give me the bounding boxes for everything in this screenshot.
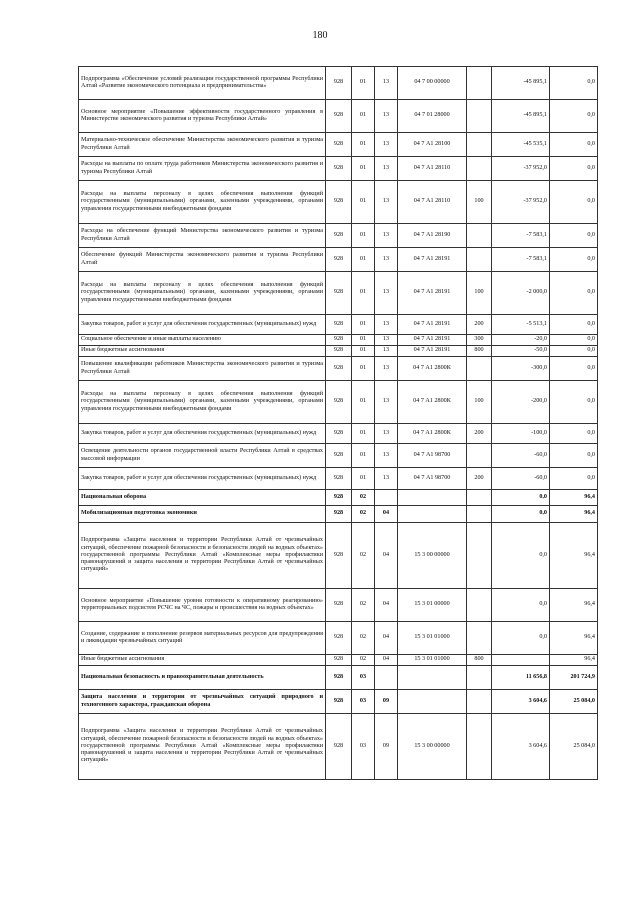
row-code-cell: 928 — [326, 490, 352, 506]
row-sum-second-cell: 96,4 — [550, 523, 598, 589]
row-code-cell: 928 — [326, 100, 352, 133]
table-row — [79, 506, 598, 523]
row-sum-second-cell: 0,0 — [550, 424, 598, 444]
row-section-cell: 01 — [352, 424, 375, 444]
row-code-cell: 928 — [326, 444, 352, 468]
row-sum-first-cell: -37 952,0 — [492, 157, 550, 181]
row-subsection-cell: 13 — [375, 100, 398, 133]
table-row — [79, 490, 598, 506]
row-subsection-cell: 04 — [375, 622, 398, 655]
row-sum-first-cell: -7 583,1 — [492, 224, 550, 248]
row-target-article-cell: 04 7 00 00000 — [398, 67, 467, 100]
row-subsection-cell: 13 — [375, 468, 398, 490]
row-name-cell: Национальная оборона — [79, 490, 326, 506]
row-sum-second-cell: 0,0 — [550, 224, 598, 248]
row-sum-second-cell: 0,0 — [550, 67, 598, 100]
row-sum-first-cell: -60,0 — [492, 444, 550, 468]
row-code-cell: 928 — [326, 272, 352, 315]
row-subsection-cell: 13 — [375, 224, 398, 248]
row-sum-first-cell: 3 604,6 — [492, 714, 550, 780]
row-subsection-cell: 04 — [375, 589, 398, 622]
table-row — [79, 468, 598, 490]
row-section-cell: 01 — [352, 444, 375, 468]
row-section-cell: 01 — [352, 157, 375, 181]
row-target-article-cell: 04 7 А1 2800К — [398, 381, 467, 424]
row-sum-first-cell: -5 513,1 — [492, 315, 550, 335]
row-section-cell: 01 — [352, 100, 375, 133]
row-sum-second-cell: 96,4 — [550, 589, 598, 622]
row-sum-second-cell: 0,0 — [550, 272, 598, 315]
row-code-cell: 928 — [326, 690, 352, 714]
row-subsection-cell: 04 — [375, 655, 398, 666]
table-row — [79, 133, 598, 157]
row-name-cell: Социальное обеспечение и иные выплаты населению — [79, 335, 326, 346]
table-row — [79, 357, 598, 381]
row-code-cell: 928 — [326, 315, 352, 335]
row-section-cell: 01 — [352, 346, 375, 357]
row-code-cell: 928 — [326, 506, 352, 523]
row-code-cell: 928 — [326, 666, 352, 690]
row-section-cell: 03 — [352, 714, 375, 780]
row-section-cell: 01 — [352, 224, 375, 248]
row-sum-first-cell: 11 656,8 — [492, 666, 550, 690]
row-subsection-cell: 13 — [375, 444, 398, 468]
row-name-cell: Расходы на выплаты персоналу в целях обеспечения выполнения функций государственными (муниципальными) органами, казенными учреждениями, органами управления государственными внебюджетными фондами — [79, 272, 326, 315]
table-row — [79, 622, 598, 655]
row-section-cell: 02 — [352, 622, 375, 655]
row-name-cell: Материально-техническое обеспечение Министерства экономического развития и туризма Республики Алтай — [79, 133, 326, 157]
row-sum-first-cell: 0,0 — [492, 523, 550, 589]
row-expense-type-cell — [467, 444, 492, 468]
row-code-cell: 928 — [326, 335, 352, 346]
page-number: 180 — [312, 30, 328, 41]
row-target-article-cell: 04 7 А1 28110 — [398, 157, 467, 181]
row-code-cell: 928 — [326, 248, 352, 272]
row-sum-first-cell: -45 535,1 — [492, 133, 550, 157]
row-section-cell: 02 — [352, 589, 375, 622]
row-name-cell: Освещение деятельности органов государственной власти Республики Алтай в средствах массовой информации — [79, 444, 326, 468]
row-expense-type-cell: 300 — [467, 335, 492, 346]
table-row — [79, 272, 598, 315]
row-name-cell: Подпрограмма «Защита населения и территории Республики Алтай от чрезвычайных ситуаций, обеспечение пожарной безопасности и безопасности людей на водных объектах» государственной программы Республики Алтай «Комплексные меры профилактики правонарушений и защита населения и территории Республики Алтай от чрезвычайных ситуаций» — [79, 714, 326, 780]
row-subsection-cell: 13 — [375, 346, 398, 357]
row-name-cell: Основное мероприятие «Повышение эффективности государственного управления в Министерстве экономического развития и туризма Республики Алтай» — [79, 100, 326, 133]
table-row — [79, 666, 598, 690]
row-expense-type-cell — [467, 100, 492, 133]
row-code-cell: 928 — [326, 523, 352, 589]
row-target-article-cell: 04 7 А1 28191 — [398, 272, 467, 315]
row-target-article-cell — [398, 490, 467, 506]
row-code-cell: 928 — [326, 424, 352, 444]
row-subsection-cell: 13 — [375, 67, 398, 100]
table-row — [79, 181, 598, 224]
row-expense-type-cell: 200 — [467, 315, 492, 335]
table-row — [79, 424, 598, 444]
row-code-cell: 928 — [326, 157, 352, 181]
row-target-article-cell: 04 7 А1 98700 — [398, 468, 467, 490]
row-target-article-cell: 04 7 А1 98700 — [398, 444, 467, 468]
row-code-cell: 928 — [326, 67, 352, 100]
row-subsection-cell: 13 — [375, 335, 398, 346]
row-sum-first-cell: 0,0 — [492, 506, 550, 523]
row-expense-type-cell: 200 — [467, 424, 492, 444]
row-name-cell: Национальная безопасность и правоохранительная деятельность — [79, 666, 326, 690]
row-expense-type-cell — [467, 224, 492, 248]
row-target-article-cell — [398, 666, 467, 690]
row-subsection-cell — [375, 490, 398, 506]
table-row — [79, 335, 598, 346]
row-sum-first-cell: -45 895,1 — [492, 67, 550, 100]
table-row — [79, 224, 598, 248]
row-subsection-cell: 13 — [375, 248, 398, 272]
row-expense-type-cell: 800 — [467, 346, 492, 357]
row-sum-second-cell: 25 084,0 — [550, 714, 598, 780]
row-target-article-cell: 04 7 А1 2800К — [398, 357, 467, 381]
row-name-cell: Закупка товаров, работ и услуг для обеспечения государственных (муниципальных) нужд — [79, 315, 326, 335]
table-row — [79, 157, 598, 181]
budget-table — [78, 66, 598, 780]
row-subsection-cell: 13 — [375, 181, 398, 224]
row-section-cell: 02 — [352, 490, 375, 506]
table-row — [79, 67, 598, 100]
table-row — [79, 346, 598, 357]
row-section-cell: 01 — [352, 67, 375, 100]
row-section-cell: 02 — [352, 523, 375, 589]
row-expense-type-cell: 100 — [467, 381, 492, 424]
row-sum-second-cell: 0,0 — [550, 133, 598, 157]
row-target-article-cell: 04 7 А1 28100 — [398, 133, 467, 157]
row-sum-second-cell: 0,0 — [550, 468, 598, 490]
row-sum-first-cell: 3 604,6 — [492, 690, 550, 714]
row-sum-first-cell: -2 000,0 — [492, 272, 550, 315]
row-sum-second-cell: 0,0 — [550, 248, 598, 272]
row-code-cell: 928 — [326, 181, 352, 224]
row-expense-type-cell: 200 — [467, 468, 492, 490]
row-subsection-cell: 04 — [375, 506, 398, 523]
row-sum-first-cell: -7 583,1 — [492, 248, 550, 272]
row-sum-first-cell: -300,0 — [492, 357, 550, 381]
row-expense-type-cell — [467, 666, 492, 690]
row-name-cell: Обеспечение функций Министерства экономического развития и туризма Республики Алтай — [79, 248, 326, 272]
budget-table-body — [79, 67, 598, 780]
row-sum-second-cell: 0,0 — [550, 346, 598, 357]
row-sum-second-cell: 0,0 — [550, 381, 598, 424]
row-sum-second-cell: 0,0 — [550, 181, 598, 224]
row-subsection-cell: 13 — [375, 272, 398, 315]
row-target-article-cell: 04 7 А1 28190 — [398, 224, 467, 248]
table-row — [79, 523, 598, 589]
row-section-cell: 01 — [352, 272, 375, 315]
table-row — [79, 381, 598, 424]
row-name-cell: Создание, содержание и пополнение резервов материальных ресурсов для предупреждения и ликвидации чрезвычайных ситуаций — [79, 622, 326, 655]
row-name-cell: Расходы на обеспечение функций Министерства экономического развития и туризма Республики Алтай — [79, 224, 326, 248]
row-sum-second-cell: 0,0 — [550, 335, 598, 346]
row-code-cell: 928 — [326, 622, 352, 655]
row-name-cell: Подпрограмма «Защита населения и территории Республики Алтай от чрезвычайных ситуаций, обеспечение пожарной безопасности и безопасности людей на водных объектах» государственной программы Республики Алтай «Комплексные меры профилактики правонарушений и защита населения и территории Республики Алтай от чрезвычайных ситуаций» — [79, 523, 326, 589]
row-name-cell: Иные бюджетные ассигнования — [79, 346, 326, 357]
row-name-cell: Мобилизационная подготовка экономики — [79, 506, 326, 523]
row-section-cell: 01 — [352, 335, 375, 346]
row-expense-type-cell: 100 — [467, 181, 492, 224]
row-target-article-cell: 15 3 01 01000 — [398, 622, 467, 655]
row-sum-first-cell: -60,0 — [492, 468, 550, 490]
row-subsection-cell: 09 — [375, 714, 398, 780]
row-sum-first-cell: -50,0 — [492, 346, 550, 357]
row-name-cell: Расходы на выплаты персоналу в целях обеспечения выполнения функций государственными (муниципальными) органами, казенными учреждениями, органами управления государственными внебюджетными фондами — [79, 181, 326, 224]
row-expense-type-cell — [467, 67, 492, 100]
row-expense-type-cell — [467, 133, 492, 157]
row-expense-type-cell — [467, 357, 492, 381]
row-code-cell: 928 — [326, 133, 352, 157]
row-sum-second-cell: 96,4 — [550, 490, 598, 506]
row-sum-first-cell: -37 952,0 — [492, 181, 550, 224]
row-sum-first-cell — [492, 655, 550, 666]
row-section-cell: 03 — [352, 666, 375, 690]
row-section-cell: 01 — [352, 315, 375, 335]
row-sum-second-cell: 201 724,9 — [550, 666, 598, 690]
row-name-cell: Закупка товаров, работ и услуг для обеспечения государственных (муниципальных) нужд — [79, 424, 326, 444]
row-sum-first-cell: 0,0 — [492, 622, 550, 655]
table-row — [79, 100, 598, 133]
row-name-cell: Закупка товаров, работ и услуг для обеспечения государственных (муниципальных) нужд — [79, 468, 326, 490]
row-code-cell: 928 — [326, 357, 352, 381]
row-code-cell: 928 — [326, 381, 352, 424]
row-expense-type-cell: 800 — [467, 655, 492, 666]
row-sum-first-cell: -45 895,1 — [492, 100, 550, 133]
row-code-cell: 928 — [326, 589, 352, 622]
row-code-cell: 928 — [326, 224, 352, 248]
row-subsection-cell: 04 — [375, 523, 398, 589]
row-subsection-cell: 13 — [375, 381, 398, 424]
row-target-article-cell: 15 3 01 00000 — [398, 589, 467, 622]
table-row — [79, 655, 598, 666]
row-code-cell: 928 — [326, 468, 352, 490]
row-sum-first-cell: -100,0 — [492, 424, 550, 444]
row-section-cell: 01 — [352, 181, 375, 224]
row-expense-type-cell — [467, 690, 492, 714]
row-target-article-cell: 04 7 А1 28191 — [398, 248, 467, 272]
row-subsection-cell — [375, 666, 398, 690]
row-sum-second-cell: 0,0 — [550, 444, 598, 468]
row-expense-type-cell — [467, 248, 492, 272]
row-subsection-cell: 13 — [375, 157, 398, 181]
row-expense-type-cell — [467, 589, 492, 622]
row-sum-second-cell: 0,0 — [550, 357, 598, 381]
row-sum-first-cell: 0,0 — [492, 490, 550, 506]
row-target-article-cell: 04 7 А1 28110 — [398, 181, 467, 224]
table-row — [79, 248, 598, 272]
row-target-article-cell: 15 3 00 00000 — [398, 714, 467, 780]
row-sum-second-cell: 0,0 — [550, 315, 598, 335]
row-name-cell: Расходы на выплаты по оплате труда работников Министерства экономического развития и туризма Республики Алтай — [79, 157, 326, 181]
row-expense-type-cell — [467, 490, 492, 506]
row-section-cell: 03 — [352, 690, 375, 714]
row-expense-type-cell — [467, 622, 492, 655]
row-target-article-cell: 04 7 А1 28191 — [398, 335, 467, 346]
row-subsection-cell: 13 — [375, 424, 398, 444]
row-section-cell: 01 — [352, 133, 375, 157]
row-target-article-cell: 04 7 01 28000 — [398, 100, 467, 133]
row-sum-second-cell: 0,0 — [550, 157, 598, 181]
row-name-cell: Иные бюджетные ассигнования — [79, 655, 326, 666]
row-name-cell: Повышение квалификации работников Министерства экономического развития и туризма Республики Алтай — [79, 357, 326, 381]
row-sum-second-cell: 96,4 — [550, 622, 598, 655]
row-expense-type-cell — [467, 523, 492, 589]
row-expense-type-cell: 100 — [467, 272, 492, 315]
row-target-article-cell: 04 7 А1 2800К — [398, 424, 467, 444]
row-subsection-cell: 09 — [375, 690, 398, 714]
row-section-cell: 01 — [352, 381, 375, 424]
table-row — [79, 315, 598, 335]
row-code-cell: 928 — [326, 714, 352, 780]
row-sum-first-cell: -200,0 — [492, 381, 550, 424]
row-section-cell: 02 — [352, 506, 375, 523]
table-row — [79, 714, 598, 780]
row-expense-type-cell — [467, 506, 492, 523]
row-sum-second-cell: 0,0 — [550, 100, 598, 133]
row-target-article-cell: 04 7 А1 28191 — [398, 315, 467, 335]
row-section-cell: 02 — [352, 655, 375, 666]
row-sum-second-cell: 96,4 — [550, 655, 598, 666]
row-name-cell: Основное мероприятие «Повышение уровня готовности к оперативному реагированию» территориальных подсистем РСЧС на ЧС, пожары и происшествия на водных объектах» — [79, 589, 326, 622]
row-section-cell: 01 — [352, 357, 375, 381]
row-subsection-cell: 13 — [375, 357, 398, 381]
row-name-cell: Защита населения и территории от чрезвычайных ситуаций природного и техногенного характера, гражданская оборона — [79, 690, 326, 714]
row-sum-second-cell: 25 084,0 — [550, 690, 598, 714]
row-code-cell: 928 — [326, 655, 352, 666]
row-sum-second-cell: 96,4 — [550, 506, 598, 523]
row-target-article-cell: 04 7 А1 28191 — [398, 346, 467, 357]
row-expense-type-cell — [467, 714, 492, 780]
row-expense-type-cell — [467, 157, 492, 181]
row-subsection-cell: 13 — [375, 133, 398, 157]
row-code-cell: 928 — [326, 346, 352, 357]
table-row — [79, 444, 598, 468]
row-target-article-cell: 15 3 01 01000 — [398, 655, 467, 666]
row-target-article-cell — [398, 506, 467, 523]
row-target-article-cell: 15 3 00 00000 — [398, 523, 467, 589]
row-name-cell: Подпрограмма «Обеспечение условий реализации государственной программы Республики Алтай «Развитие экономического потенциала и предпринимательства» — [79, 67, 326, 100]
table-row — [79, 589, 598, 622]
row-sum-first-cell: -20,0 — [492, 335, 550, 346]
row-section-cell: 01 — [352, 468, 375, 490]
row-name-cell: Расходы на выплаты персоналу в целях обеспечения выполнения функций государственными (муниципальными) органами, казенными учреждениями, органами управления государственными внебюджетными фондами — [79, 381, 326, 424]
row-section-cell: 01 — [352, 248, 375, 272]
row-sum-first-cell: 0,0 — [492, 589, 550, 622]
row-target-article-cell — [398, 690, 467, 714]
table-row — [79, 690, 598, 714]
row-subsection-cell: 13 — [375, 315, 398, 335]
